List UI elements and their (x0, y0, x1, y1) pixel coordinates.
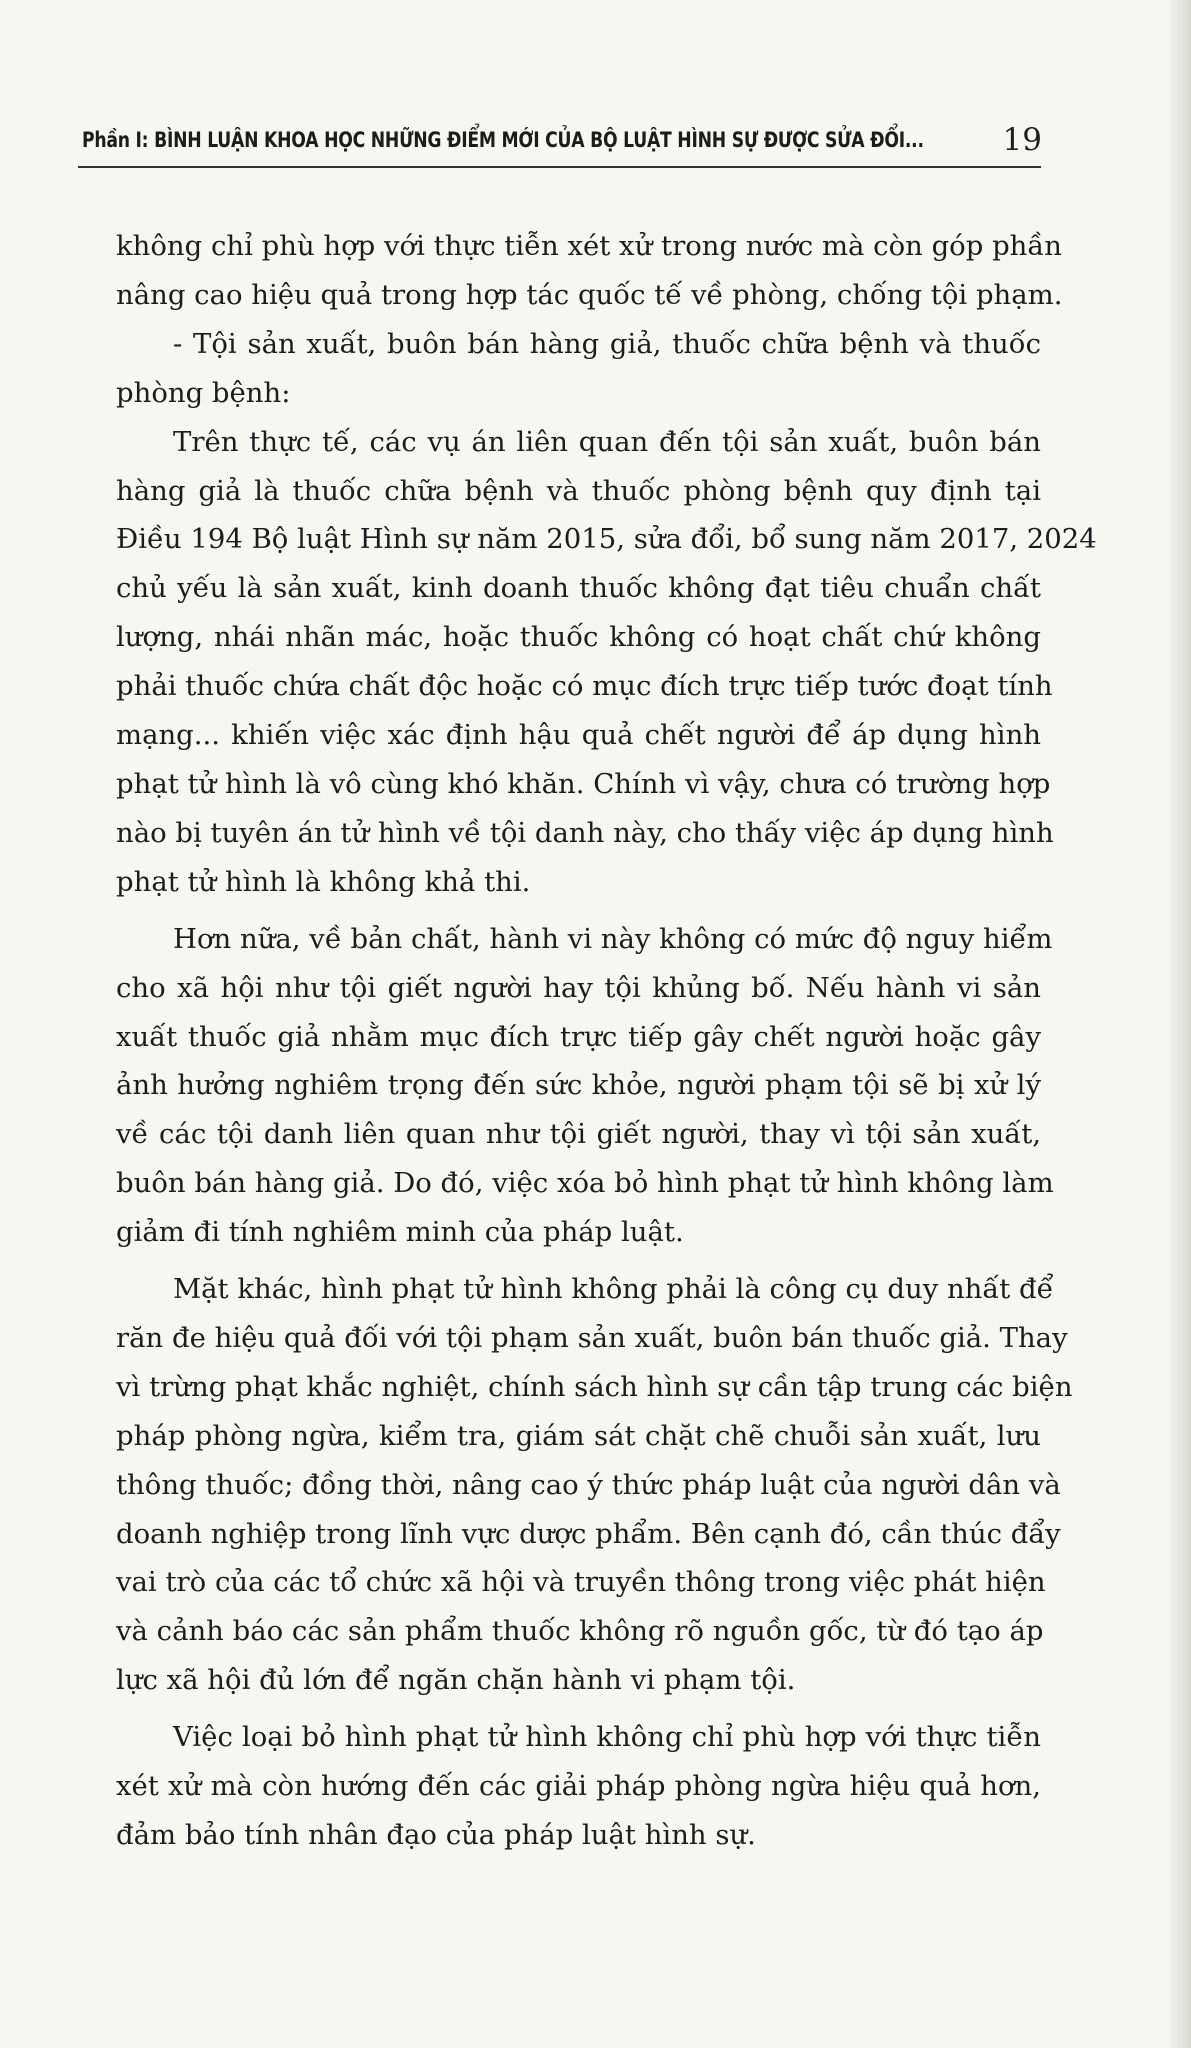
text-line: Mặt khác, hình phạt tử hình không phải là công cụ duy nhất để (173, 1273, 1054, 1306)
text-line: vai trò của các tổ chức xã hội và truyền thông trong việc phát hiện (116, 1566, 1046, 1599)
text-line: Việc loại bỏ hình phạt tử hình không chỉ phù hợp với thực tiễn (173, 1721, 1041, 1754)
text-line: buôn bán hàng giả. Do đó, việc xóa bỏ hình phạt tử hình không làm (116, 1167, 1054, 1200)
text-line: về các tội danh liên quan như tội giết người, thay vì tội sản xuất, (116, 1118, 1041, 1151)
running-head: Phần I: BÌNH LUẬN KHOA HỌC NHỮNG ĐIỂM MỚI CỦA BỘ LUẬT HÌNH SỰ ĐƯỢC SỬA ĐỔI... (82, 128, 924, 152)
text-line: pháp phòng ngừa, kiểm tra, giám sát chặt chẽ chuỗi sản xuất, lưu (116, 1419, 1041, 1452)
text-line: ảnh hưởng nghiêm trọng đến sức khỏe, người phạm tội sẽ bị xử lý (116, 1069, 1041, 1102)
page-header (82, 122, 1042, 168)
paragraph (116, 915, 1054, 1257)
text-line: phạt tử hình là không khả thi. (116, 865, 531, 898)
text-line: và cảnh báo các sản phẩm thuốc không rõ nguồn gốc, từ đó tạo áp (116, 1615, 1044, 1648)
text-line: giảm đi tính nghiêm minh của pháp luật. (116, 1216, 684, 1249)
text-line: cho xã hội như tội giết người hay tội khủng bố. Nếu hành vi sản (116, 971, 1041, 1004)
text-line: lượng, nhái nhãn mác, hoặc thuốc không có hoạt chất chứ không (116, 621, 1041, 654)
text-line: vì trừng phạt khắc nghiệt, chính sách hình sự cần tập trung các biện (116, 1370, 1073, 1403)
paragraph-offense-heading (116, 320, 1041, 418)
body-text (116, 222, 1097, 1860)
paragraph (116, 418, 1097, 907)
text-line: phạt tử hình là vô cùng khó khăn. Chính vì vậy, chưa có trường hợp (116, 767, 1051, 800)
text-line: phòng bệnh: (116, 376, 291, 409)
text-line: Trên thực tế, các vụ án liên quan đến tội sản xuất, buôn bán (173, 425, 1041, 458)
text-line: nâng cao hiệu quả trong hợp tác quốc tế về phòng, chống tội phạm. (116, 278, 1063, 311)
paragraph-continuation (116, 222, 1063, 320)
text-line: hàng giả là thuốc chữa bệnh và thuốc phòng bệnh quy định tại (116, 474, 1041, 507)
text-line: mạng... khiến việc xác định hậu quả chết người để áp dụng hình (116, 719, 1041, 752)
text-line: đảm bảo tính nhân đạo của pháp luật hình sự. (116, 1819, 756, 1851)
text-line: doanh nghiệp trong lĩnh vực dược phẩm. Bên cạnh đó, cần thúc đẩy (116, 1517, 1061, 1550)
text-line: không chỉ phù hợp với thực tiễn xét xử trong nước mà còn góp phần (116, 230, 1062, 262)
paragraph (116, 1265, 1073, 1705)
text-line: răn đe hiệu quả đối với tội phạm sản xuất, buôn bán thuốc giả. Thay (116, 1321, 1068, 1354)
text-line: chủ yếu là sản xuất, kinh doanh thuốc không đạt tiêu chuẩn chất (116, 572, 1041, 605)
text-line: nào bị tuyên án tử hình về tội danh này, cho thấy việc áp dụng hình (116, 816, 1054, 849)
text-line: xét xử mà còn hướng đến các giải pháp phòng ngừa hiệu quả hơn, (116, 1770, 1041, 1803)
page-number: 19 (1002, 122, 1042, 158)
text-line: xuất thuốc giả nhằm mục đích trực tiếp gây chết người hoặc gây (116, 1020, 1041, 1053)
text-line: Hơn nữa, về bản chất, hành vi này không có mức độ nguy hiểm (173, 922, 1053, 955)
paragraph (116, 1713, 1041, 1860)
text-line: Điều 194 Bộ luật Hình sự năm 2015, sửa đổi, bổ sung năm 2017, 2024 (116, 523, 1097, 556)
text-line: - Tội sản xuất, buôn bán hàng giả, thuốc chữa bệnh và thuốc (173, 327, 1041, 360)
text-line: phải thuốc chứa chất độc hoặc có mục đích trực tiếp tước đoạt tính (116, 670, 1053, 703)
page-edge-shadow (1169, 0, 1191, 2048)
text-line: thông thuốc; đồng thời, nâng cao ý thức pháp luật của người dân và (116, 1468, 1061, 1501)
text-line: lực xã hội đủ lớn để ngăn chặn hành vi phạm tội. (116, 1664, 796, 1697)
header-rule (78, 166, 1041, 168)
